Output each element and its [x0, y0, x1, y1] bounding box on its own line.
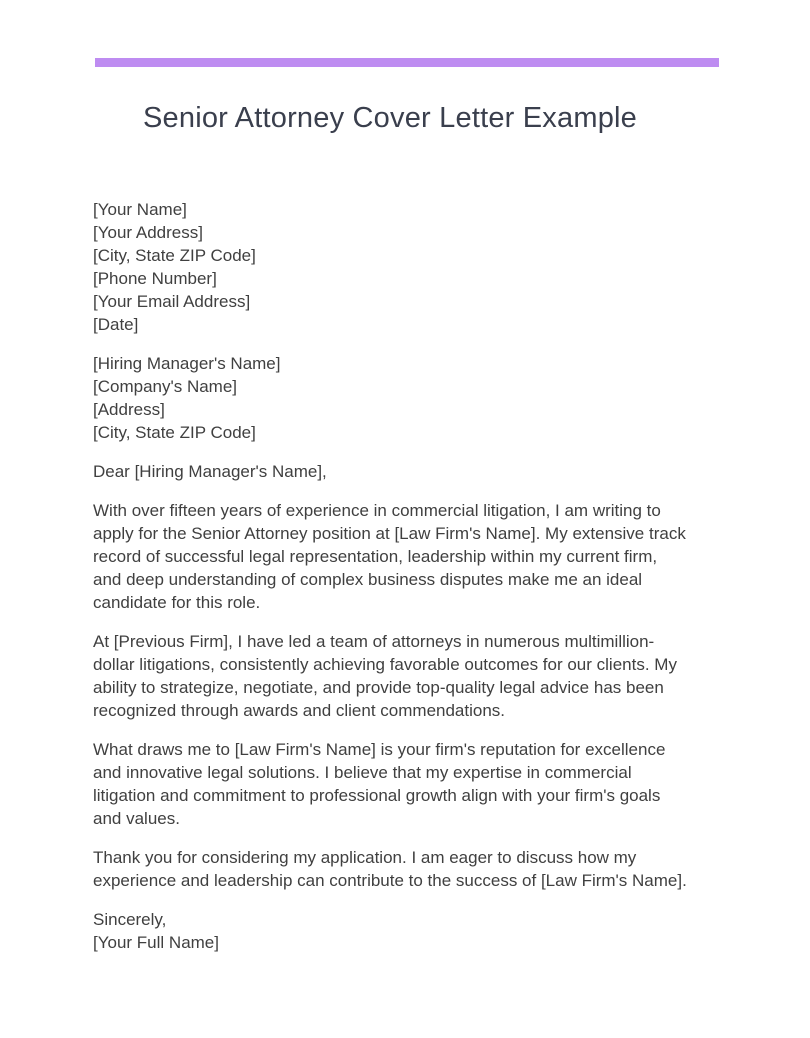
signature: [Your Full Name] — [93, 933, 219, 952]
sender-line: [Phone Number] — [93, 269, 217, 288]
sender-line: [Your Name] — [93, 200, 187, 219]
sender-line: [City, State ZIP Code] — [93, 246, 256, 265]
sender-line: [Your Email Address] — [93, 292, 251, 311]
paragraph: At [Previous Firm], I have led a team of attorneys in numerous multimillion-dollar litigations, consistently achieving favorable outcomes for our clients. My ability to strategize, negotiate, and provide top-quality legal advice has been recognized through awards and client commendations. — [93, 632, 677, 720]
paragraph: With over fifteen years of experience in commercial litigation, I am writing to apply for the Senior Attorney position at [Law Firm's Name]. My extensive track record of successful legal representation, leadership within my current firm, and deep understanding of complex business disputes make me an ideal candidate for this role. — [93, 501, 686, 612]
recipient-line: [Hiring Manager's Name] — [93, 354, 281, 373]
recipient-block — [93, 352, 687, 444]
sender-line: [Your Address] — [93, 223, 203, 242]
accent-bar — [95, 58, 719, 67]
sender-line: [Date] — [93, 315, 139, 334]
salutation: Dear [Hiring Manager's Name], — [93, 462, 327, 481]
paragraph: What draws me to [Law Firm's Name] is your firm's reputation for excellence and innovative legal solutions. I believe that my expertise in commercial litigation and commitment to professional growth align with your firm's goals and values. — [93, 740, 666, 828]
sender-block — [93, 198, 687, 336]
closing: Sincerely, — [93, 910, 167, 929]
recipient-line: [City, State ZIP Code] — [93, 423, 256, 442]
closing-block — [93, 908, 687, 954]
letter-body — [93, 198, 687, 954]
page-title: Senior Attorney Cover Letter Example — [143, 102, 637, 134]
recipient-line: [Address] — [93, 400, 165, 419]
recipient-line: [Company's Name] — [93, 377, 238, 396]
paragraph: Thank you for considering my application. I am eager to discuss how my experience and leadership can contribute to the success of [Law Firm's Name]. — [93, 848, 687, 890]
